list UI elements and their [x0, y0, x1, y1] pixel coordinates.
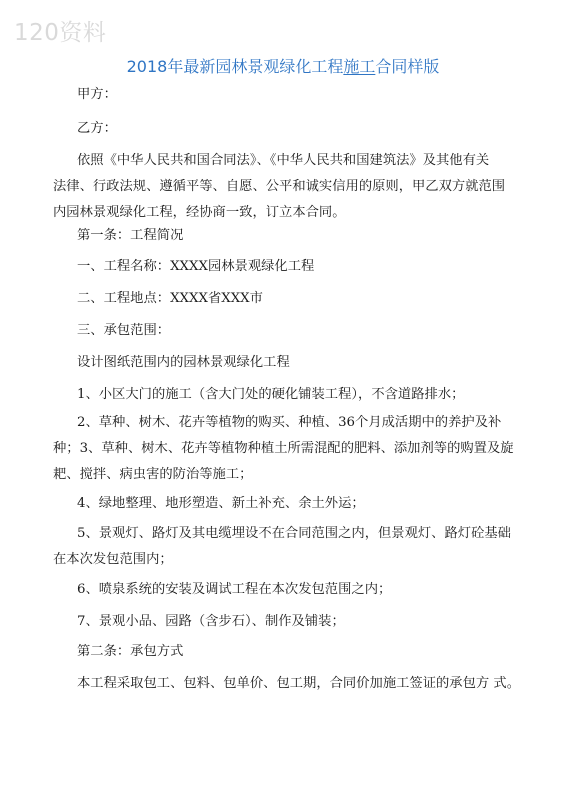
scope-item-2-line-2: 种；3、草种、树木、花卉等植物种植土所需混配的肥料、添加剂等的购置及旋: [53, 441, 514, 456]
article-2-body: 本工程采取包工、包料、包单价、包工期，合同价加施工签证的承包方 式。: [77, 676, 521, 691]
scope-item-2-line-1: 2、草种、树木、花卉等植物的购买、种植、36个月成活期中的养护及补: [77, 415, 502, 430]
scope-heading: 三、承包范围：: [77, 323, 171, 338]
scope-intro: 设计图纸范围内的园林景观绿化工程: [77, 355, 290, 370]
scope-item-1: 1、小区大门的施工（含大门处的硬化铺装工程），不含道路排水；: [77, 387, 465, 402]
title-before: 2018年最新园林景观绿化工程: [126, 57, 344, 76]
scope-item-6: 6、喷泉系统的安装及调试工程在本次发包范围之内；: [77, 582, 392, 597]
scope-item-7: 7、景观小品、园路（含步石）、制作及铺装；: [77, 614, 345, 629]
party-a-label: 甲方：: [77, 87, 117, 102]
watermark: 120资料: [14, 20, 107, 46]
title-underlined: 施工: [343, 57, 376, 76]
intro-line-3: 内园林景观绿化工程，经协商一致，订立本合同。: [53, 205, 346, 220]
article-2-heading: 第二条：承包方式: [77, 644, 184, 659]
intro-line-1: 依照《中华人民共和国合同法》、《中华人民共和国建筑法》及其他有关: [77, 153, 490, 168]
project-location: 二、工程地点：XXXX省XXX市: [77, 291, 263, 306]
intro-line-2: 法律、行政法规、遵循平等、自愿、公平和诚实信用的原则，甲乙双方就范围: [53, 179, 506, 194]
article-1-heading: 第一条：工程简况: [77, 228, 184, 243]
document-title: [0, 54, 566, 77]
intro-paragraph: [53, 148, 517, 226]
scope-item-5: [53, 521, 517, 573]
project-name: 一、工程名称：XXXX园林景观绿化工程: [77, 259, 315, 274]
scope-item-5-line-1: 5、景观灯、路灯及其电缆埋设不在合同范围之内，但景观灯、路灯砼基础: [77, 526, 511, 541]
scope-item-2-line-3: 耙、搅拌、病虫害的防治等施工；: [53, 467, 253, 482]
title-after: 合同样版: [375, 57, 440, 76]
party-b-label: 乙方：: [77, 121, 117, 136]
scope-item-4: 4、绿地整理、地形塑造、新土补充、余土外运；: [77, 496, 365, 511]
scope-item-2: [53, 410, 517, 488]
scope-item-5-line-2: 在本次发包范围内；: [53, 552, 173, 567]
